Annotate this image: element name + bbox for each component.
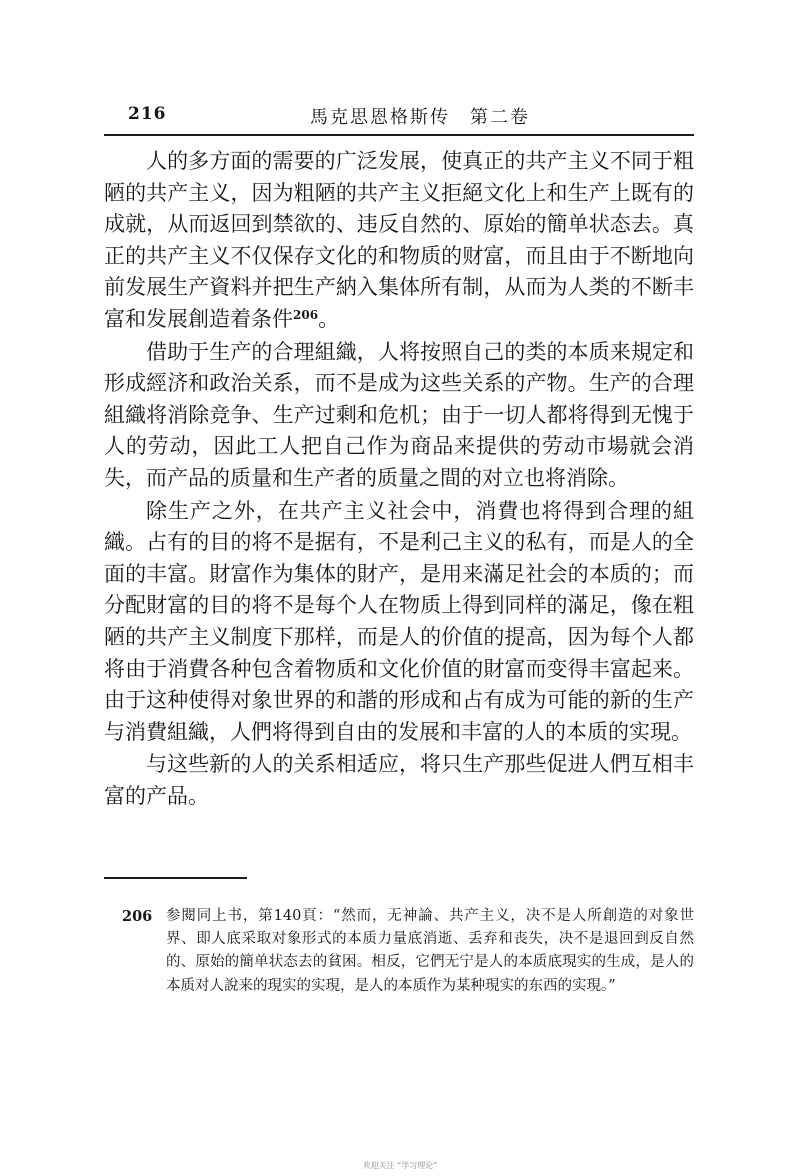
footnote-reference: 206 <box>293 307 319 322</box>
paragraph-1-text: 人的多方面的需要的广泛发展，使真正的共产主义不同于粗陋的共产主义，因为粗陋的共产主义拒絕文化上和生产上既有的成就，从而返回到禁欲的、违反自然的、原始的簡单状态去。真正的共产主义不仅保存文化的和物质的财富，而且由于不断地向前发展生产資料并把生产納入集体所有制，从而为人类的不断丰富和发展創造着条件 <box>104 149 694 331</box>
paragraph-1 <box>104 146 694 336</box>
paragraph-1-tail: 。 <box>318 306 340 331</box>
paragraph-2: 借助于生产的合理組織，人将按照自己的类的本质来規定和形成經济和政治关系，而不是成为这些关系的产物。生产的合理組織将消除竞争、生产过剩和危机；由于一切人都将得到无愧于人的劳动，因此工人把自己作为商品来提供的劳动市場就会消失，而产品的质量和生产者的质量之間的对立也将消除。 <box>104 339 694 490</box>
running-title: 馬克思恩格斯传 第二卷 <box>310 107 530 128</box>
footnote-text: 参閱同上书，第140頁：“然而，无神論、共产主义，决不是人所創造的对象世界、即人底采取对象形式的本质力量底消逝、丢弃和丧失，决不是退回到反自然的、原始的簡单状态去的貧困。相反，它們无宁是人的本质底現实的生成，是人的本质对人說来的現实的实現，是人的本质作为某种現实的东西的实現。” <box>166 908 694 994</box>
footnote-number: 206 <box>122 908 153 925</box>
header-rule <box>104 134 694 136</box>
paragraph-3: 除生产之外，在共产主义社会中，消費也将得到合理的組織。占有的目的将不是据有，不是利己主义的私有，而是人的全面的丰富。財富作为集体的財产，是用来滿足社会的本质的；而分配財富的目的将不是每个人在物质上得到同样的滿足，像在粗陋的共产主义制度下那样，而是人的价值的提高，因为每个人都将由于消費各种包含着物质和文化价值的財富而变得丰富起来。由于这种使得对象世界的和諧的形成和占有成为可能的新的生产与消費組織，人們将得到自由的发展和丰富的人的本质的实現。 <box>104 498 694 744</box>
watermark: 欢迎关注 “学习理论” <box>362 1161 438 1170</box>
body-text <box>104 146 694 812</box>
paragraph-4: 与这些新的人的关系相适应，将只生产那些促进人們互相丰富的产品。 <box>104 752 694 808</box>
footnote-rule <box>104 877 247 879</box>
page-header <box>104 100 694 134</box>
page-number: 216 <box>128 104 167 124</box>
